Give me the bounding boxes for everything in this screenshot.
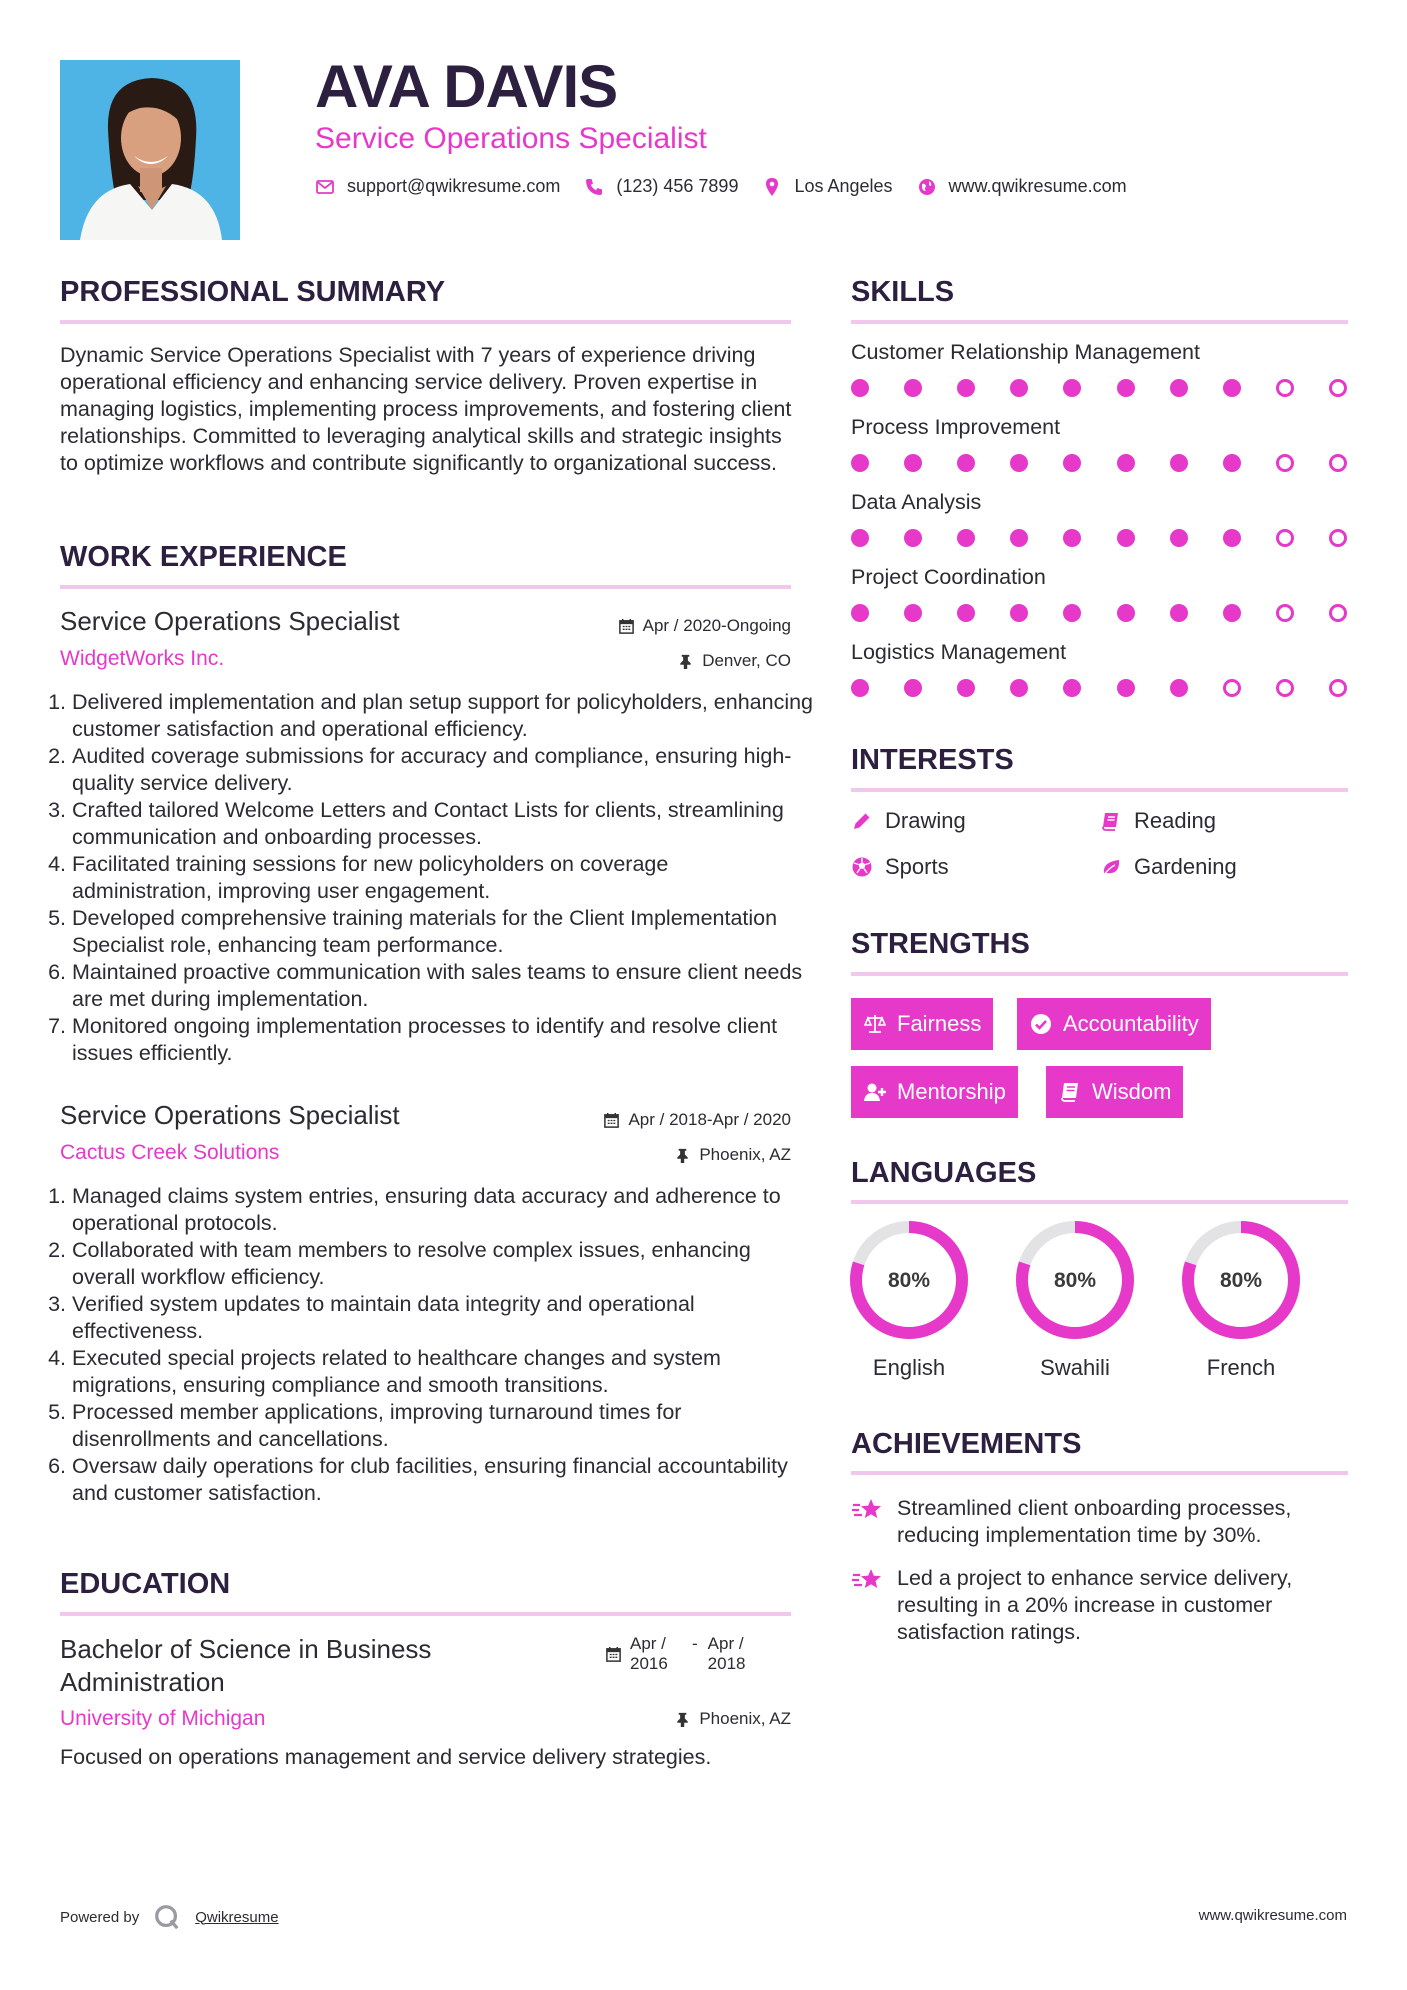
map-pin-icon (762, 177, 782, 197)
skills-divider (851, 320, 1348, 324)
school-name: University of Michigan (60, 1707, 266, 1730)
interest-label: Reading (1134, 808, 1216, 833)
job-company: WidgetWorks Inc. (60, 647, 225, 670)
rating-dot-filled (1223, 529, 1241, 547)
achievement-item (851, 1565, 1348, 1646)
language-name: Swahili (1040, 1355, 1110, 1380)
skill-row (851, 565, 1348, 640)
skill-rating (851, 679, 1347, 697)
skill-rating (851, 379, 1347, 397)
education-heading: EDUCATION (60, 1568, 231, 1600)
strength-badge-mentorship (851, 1066, 1018, 1118)
education-dates (605, 1634, 760, 1674)
language-name: English (872, 1355, 946, 1380)
languages-divider (851, 1200, 1348, 1204)
list-item: 4. Facilitated training sessions for new policyholders on coverage administration, improving user engagement. (72, 851, 813, 905)
list-item: 4. Executed special projects related to healthcare changes and system migrations, ensuring compliance and smooth transitions. (72, 1345, 813, 1399)
skill-row (851, 340, 1348, 415)
experience-heading: WORK EXPERIENCE (60, 541, 347, 573)
languages-heading: LANGUAGES (851, 1157, 1037, 1189)
job-location-text: Phoenix, AZ (699, 1145, 791, 1164)
skill-name: Project Coordination (851, 565, 1046, 589)
rating-dot-filled (1010, 679, 1028, 697)
list-item: 2. Collaborated with team members to resolve complex issues, enhancing overall workflow efficiency. (72, 1237, 813, 1291)
leaf-icon (1100, 856, 1122, 878)
job-dates (618, 616, 791, 636)
interest-label: Sports (885, 854, 949, 879)
rating-dot-filled (957, 679, 975, 697)
list-item: 6. Oversaw daily operations for club facilities, ensuring financial accountability and customer satisfaction. (72, 1453, 813, 1507)
job-dates (603, 1110, 791, 1130)
soccer-ball-icon (851, 856, 873, 878)
job-bullets (54, 1183, 813, 1507)
rating-dot-filled (904, 679, 922, 697)
interests-heading: INTERESTS (851, 744, 1014, 776)
pushpin-icon (677, 653, 694, 670)
rating-dot-filled (1223, 604, 1241, 622)
rating-dot-filled (904, 529, 922, 547)
rating-dot-empty (1276, 604, 1294, 622)
rating-dot-filled (957, 454, 975, 472)
interest-drawing (851, 808, 966, 834)
contact-phone[interactable] (584, 176, 738, 197)
rating-dot-filled (1170, 604, 1188, 622)
rating-dot-empty (1329, 604, 1347, 622)
rating-dot-filled (1170, 679, 1188, 697)
qwikresume-logo-icon (153, 1903, 181, 1931)
rating-dot-filled (957, 604, 975, 622)
achievement-text: Streamlined client onboarding processes, reducing implementation time by 30%. (897, 1496, 1292, 1547)
language-item (847, 1218, 971, 1381)
list-item: 5. Processed member applications, improving turnaround times for disenrollments and cancellations. (72, 1399, 813, 1453)
rating-dot-filled (957, 529, 975, 547)
rating-dot-empty (1276, 454, 1294, 472)
skill-name: Process Improvement (851, 415, 1061, 439)
language-item (1179, 1218, 1303, 1381)
avatar (60, 60, 240, 240)
interests-divider (851, 788, 1348, 792)
book-icon (1058, 1080, 1082, 1104)
education-location (674, 1709, 791, 1729)
rating-dot-filled (1170, 454, 1188, 472)
rating-dot-filled (851, 454, 869, 472)
profile-photo (60, 60, 240, 240)
rating-dot-filled (1170, 379, 1188, 397)
education-divider (60, 1612, 791, 1616)
education-location-text: Phoenix, AZ (699, 1709, 791, 1728)
skill-row (851, 415, 1348, 490)
rating-dot-filled (1063, 454, 1081, 472)
interest-sports (851, 854, 949, 880)
strength-badge-wisdom (1046, 1066, 1183, 1118)
summary-heading: PROFESSIONAL SUMMARY (60, 276, 446, 308)
rating-dot-empty (1223, 679, 1241, 697)
footer-website[interactable]: www.qwikresume.com (1198, 1907, 1347, 1924)
language-percent: 80% (1053, 1269, 1097, 1292)
powered-by-text: Powered by (60, 1908, 140, 1926)
rating-dot-filled (1010, 379, 1028, 397)
job-location (677, 651, 791, 671)
skills-list (851, 340, 1348, 715)
skill-rating (851, 454, 1347, 472)
strength-label: Fairness (897, 1011, 982, 1036)
job-title: Service Operations Specialist (60, 1100, 400, 1130)
list-item: 1. Delivered implementation and plan setup support for policyholders, enhancing customer satisfaction and operational efficiency. (72, 689, 813, 743)
rating-dot-filled (1117, 379, 1135, 397)
phone-text: (123) 456 7899 (616, 176, 739, 196)
list-item: 1. Managed claims system entries, ensuring data accuracy and adherence to operational protocols. (72, 1183, 813, 1237)
rating-dot-filled (1063, 529, 1081, 547)
list-item: 7. Monitored ongoing implementation processes to identify and resolve client issues efficiently. (72, 1013, 813, 1067)
rating-dot-empty (1276, 379, 1294, 397)
pencil-icon (851, 810, 873, 832)
strengths-divider (851, 972, 1348, 976)
skill-row (851, 640, 1348, 715)
languages-list (847, 1218, 1303, 1381)
rating-dot-filled (1117, 529, 1135, 547)
rating-dot-empty (1329, 529, 1347, 547)
language-progress-ring (847, 1218, 971, 1342)
rating-dot-filled (1063, 604, 1081, 622)
job-location (674, 1145, 791, 1165)
job-bullets (54, 689, 813, 1067)
language-progress-ring (1013, 1218, 1137, 1342)
candidate-title: Service Operations Specialist (315, 122, 707, 155)
skills-heading: SKILLS (851, 276, 955, 308)
list-item: 5. Developed comprehensive training materials for the Client Implementation Specialist role, enhancing team performance. (72, 905, 813, 959)
rating-dot-filled (851, 604, 869, 622)
skill-name: Customer Relationship Management (851, 340, 1200, 364)
candidate-name: AVA DAVIS (315, 53, 618, 120)
job-location-text: Denver, CO (702, 651, 791, 670)
list-item: 3. Verified system updates to maintain data integrity and operational effectiveness. (72, 1291, 813, 1345)
calendar-icon (618, 618, 635, 635)
achievement-item (851, 1495, 1348, 1549)
rating-dot-filled (851, 679, 869, 697)
list-item: 3. Crafted tailored Welcome Letters and Contact Lists for clients, streamlining communication and onboarding processes. (72, 797, 813, 851)
rating-dot-filled (904, 454, 922, 472)
date-separator: - (692, 1634, 698, 1653)
language-item (1013, 1218, 1137, 1381)
rating-dot-filled (1063, 379, 1081, 397)
rating-dot-empty (1329, 379, 1347, 397)
balance-scale-icon (863, 1012, 887, 1036)
job-dates-text: Apr / 2018-Apr / 2020 (628, 1110, 791, 1129)
rating-dot-filled (851, 379, 869, 397)
language-name: French (1206, 1355, 1276, 1380)
skill-rating (851, 529, 1347, 547)
list-item: 6. Maintained proactive communication with sales teams to ensure client needs are met during implementation. (72, 959, 813, 1013)
globe-icon (917, 177, 937, 197)
rating-dot-empty (1329, 679, 1347, 697)
strength-badge-fairness (851, 998, 993, 1050)
job-title: Service Operations Specialist (60, 606, 400, 636)
envelope-icon (315, 177, 335, 197)
rating-dot-filled (1010, 529, 1028, 547)
strength-badge-accountability (1017, 998, 1211, 1050)
interest-reading (1100, 808, 1216, 834)
pushpin-icon (674, 1147, 691, 1164)
contact-location (762, 176, 892, 197)
rating-dot-filled (851, 529, 869, 547)
qwikresume-link[interactable]: Qwikresume (195, 1908, 279, 1926)
calendar-icon (605, 1646, 622, 1663)
summary-text: Dynamic Service Operations Specialist with 7 years of experience driving operational efficiency and enhancing service delivery. Proven expertise in managing logistics, implementing process improvements, and fostering client relationships. Committed to leveraging analytical skills and strategic insights to optimize workflows and contribute significantly to organizational success. (60, 343, 792, 475)
calendar-icon (603, 1112, 620, 1129)
shooting-star-icon (851, 1496, 883, 1524)
website-text: www.qwikresume.com (948, 176, 1127, 196)
degree-title: Bachelor of Science in Business Administration (60, 1634, 432, 1697)
interest-label: Drawing (885, 808, 966, 833)
rating-dot-filled (1063, 679, 1081, 697)
rating-dot-filled (1170, 529, 1188, 547)
interest-label: Gardening (1134, 854, 1237, 879)
skill-row (851, 490, 1348, 565)
rating-dot-filled (1117, 679, 1135, 697)
rating-dot-filled (1223, 379, 1241, 397)
footer-branding (60, 1903, 279, 1931)
achievements-divider (851, 1471, 1348, 1475)
rating-dot-filled (1117, 454, 1135, 472)
skill-rating (851, 604, 1347, 622)
pushpin-icon (674, 1711, 691, 1728)
rating-dot-filled (957, 379, 975, 397)
location-text: Los Angeles (794, 176, 893, 196)
language-percent: 80% (887, 1269, 931, 1292)
rating-dot-filled (1223, 454, 1241, 472)
phone-icon (584, 177, 604, 197)
contact-email[interactable] (315, 176, 560, 197)
interest-gardening (1100, 854, 1237, 880)
language-progress-ring (1179, 1218, 1303, 1342)
rating-dot-empty (1276, 679, 1294, 697)
education-start: Apr / 2016 (630, 1634, 668, 1673)
strength-label: Mentorship (897, 1079, 1006, 1104)
rating-dot-empty (1329, 454, 1347, 472)
check-circle-icon (1029, 1012, 1053, 1036)
contact-website[interactable] (917, 176, 1127, 197)
rating-dot-filled (1010, 604, 1028, 622)
strengths-heading: STRENGTHS (851, 928, 1030, 960)
summary-divider (60, 320, 791, 324)
rating-dot-empty (1276, 529, 1294, 547)
shooting-star-icon (851, 1566, 883, 1594)
experience-divider (60, 585, 791, 589)
job-company: Cactus Creek Solutions (60, 1141, 280, 1164)
skill-name: Logistics Management (851, 640, 1067, 664)
list-item: 2. Audited coverage submissions for accuracy and compliance, ensuring high-quality service delivery. (72, 743, 813, 797)
email-text: support@qwikresume.com (347, 176, 561, 196)
achievements-heading: ACHIEVEMENTS (851, 1428, 1082, 1460)
contact-bar (315, 176, 1137, 197)
user-plus-icon (863, 1080, 887, 1104)
strength-label: Wisdom (1092, 1079, 1172, 1104)
strength-label: Accountability (1063, 1011, 1199, 1036)
rating-dot-filled (904, 379, 922, 397)
education-end: Apr / 2018 (707, 1634, 746, 1673)
rating-dot-filled (1010, 454, 1028, 472)
language-percent: 80% (1219, 1269, 1263, 1292)
book-icon (1100, 810, 1122, 832)
rating-dot-filled (1117, 604, 1135, 622)
skill-name: Data Analysis (851, 490, 982, 514)
rating-dot-filled (904, 604, 922, 622)
achievement-text: Led a project to enhance service delivery, resulting in a 20% increase in customer satisfaction ratings. (897, 1566, 1293, 1644)
job-dates-text: Apr / 2020-Ongoing (642, 616, 791, 635)
education-description: Focused on operations management and service delivery strategies. (60, 1745, 712, 1769)
